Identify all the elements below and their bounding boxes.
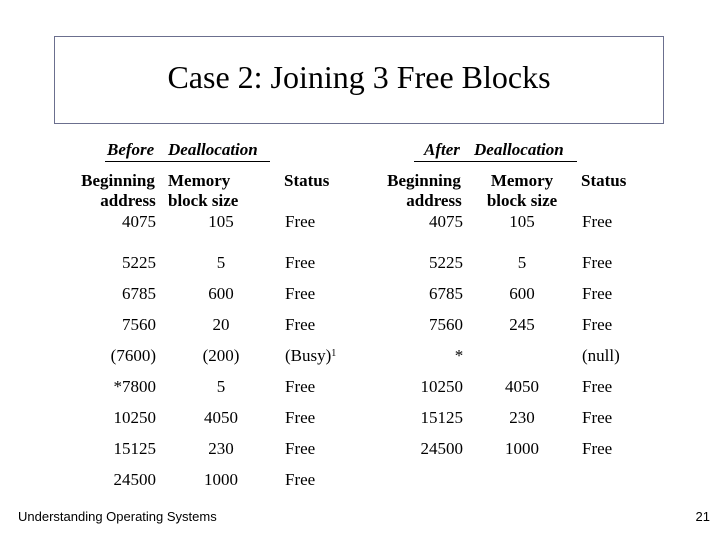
after-row-status: Free bbox=[582, 253, 613, 272]
after-row-address: 6785 bbox=[429, 284, 463, 303]
after-row-status: Free bbox=[582, 377, 613, 396]
after-row-status: Free bbox=[582, 439, 613, 458]
after-row-size: 230 bbox=[509, 408, 535, 427]
after-row-status: Free bbox=[582, 408, 613, 427]
before-row-address: 7560 bbox=[122, 315, 156, 334]
before-col-status: Status bbox=[284, 171, 330, 190]
before-heading-rule bbox=[105, 161, 270, 162]
after-row-size: 105 bbox=[509, 212, 535, 231]
before-row-size: 105 bbox=[208, 212, 234, 231]
footer-book-title: Understanding Operating Systems bbox=[18, 509, 217, 524]
page-number: 21 bbox=[695, 509, 710, 524]
before-row-address: 6785 bbox=[122, 284, 156, 303]
slide-title: Case 2: Joining 3 Free Blocks bbox=[167, 59, 551, 95]
before-row-address: 10250 bbox=[113, 408, 156, 427]
after-row-address: 24500 bbox=[420, 439, 463, 458]
before-col-size-line2: block size bbox=[168, 191, 239, 210]
after-row-size: 1000 bbox=[505, 439, 539, 458]
after-row-size: 4050 bbox=[505, 377, 539, 396]
after-row-size: 245 bbox=[509, 315, 535, 334]
before-row-address: (7600) bbox=[110, 346, 156, 365]
before-row-size: (200) bbox=[202, 346, 240, 365]
before-row-status: Free bbox=[285, 470, 316, 489]
before-row-status-text: (Busy) bbox=[285, 346, 332, 365]
after-row-status: (null) bbox=[582, 346, 620, 365]
after-row-status: Free bbox=[582, 315, 613, 334]
before-heading-deallocation: Deallocation bbox=[168, 140, 258, 159]
before-row-status: Free bbox=[285, 315, 316, 334]
before-row-status: Free bbox=[285, 408, 316, 427]
after-row-address: 4075 bbox=[429, 212, 463, 231]
before-row-address: 15125 bbox=[113, 439, 156, 458]
after-row-address: 15125 bbox=[420, 408, 463, 427]
before-col-address-line1: Beginning bbox=[81, 171, 155, 190]
after-row-address: 5225 bbox=[429, 253, 463, 272]
title-box bbox=[54, 36, 664, 124]
before-row-address: *7800 bbox=[113, 377, 156, 396]
after-col-status: Status bbox=[581, 171, 627, 190]
after-col-size-line1: Memory bbox=[490, 171, 554, 190]
before-row-address: 4075 bbox=[122, 212, 156, 231]
after-row-size: 5 bbox=[517, 253, 527, 272]
before-row-size: 4050 bbox=[204, 408, 238, 427]
before-heading-before: Before bbox=[107, 140, 155, 159]
before-col-address-line2: address bbox=[100, 191, 156, 210]
before-row-size: 600 bbox=[208, 284, 234, 303]
before-row-status: Free bbox=[285, 212, 316, 231]
before-row-size: 5 bbox=[216, 377, 226, 396]
after-row-address: * bbox=[454, 346, 464, 365]
before-row-address: 24500 bbox=[113, 470, 156, 489]
before-col-size-line1: Memory bbox=[168, 171, 231, 190]
before-row-status: Free bbox=[285, 253, 316, 272]
after-col-size-line2: block size bbox=[486, 191, 558, 210]
after-col-address-line2: address bbox=[406, 191, 462, 210]
footnote-marker: 1 bbox=[331, 348, 337, 359]
after-row-size: 600 bbox=[509, 284, 535, 303]
after-col-address-line1: Beginning bbox=[387, 171, 461, 190]
before-row-status: Free bbox=[285, 439, 316, 458]
after-row-address: 7560 bbox=[429, 315, 463, 334]
before-row-size: 1000 bbox=[204, 470, 238, 489]
before-row-status: Free bbox=[285, 377, 316, 396]
before-row-size: 230 bbox=[208, 439, 234, 458]
before-row-size: 5 bbox=[216, 253, 226, 272]
before-row-status bbox=[285, 346, 336, 366]
before-row-address: 5225 bbox=[122, 253, 156, 272]
after-heading-after: After bbox=[424, 140, 460, 159]
after-row-address: 10250 bbox=[420, 377, 463, 396]
after-row-status: Free bbox=[582, 284, 613, 303]
after-heading-rule bbox=[414, 161, 577, 162]
before-row-status: Free bbox=[285, 284, 316, 303]
after-heading-deallocation: Deallocation bbox=[474, 140, 564, 159]
before-row-size: 20 bbox=[212, 315, 230, 334]
after-row-status: Free bbox=[582, 212, 613, 231]
